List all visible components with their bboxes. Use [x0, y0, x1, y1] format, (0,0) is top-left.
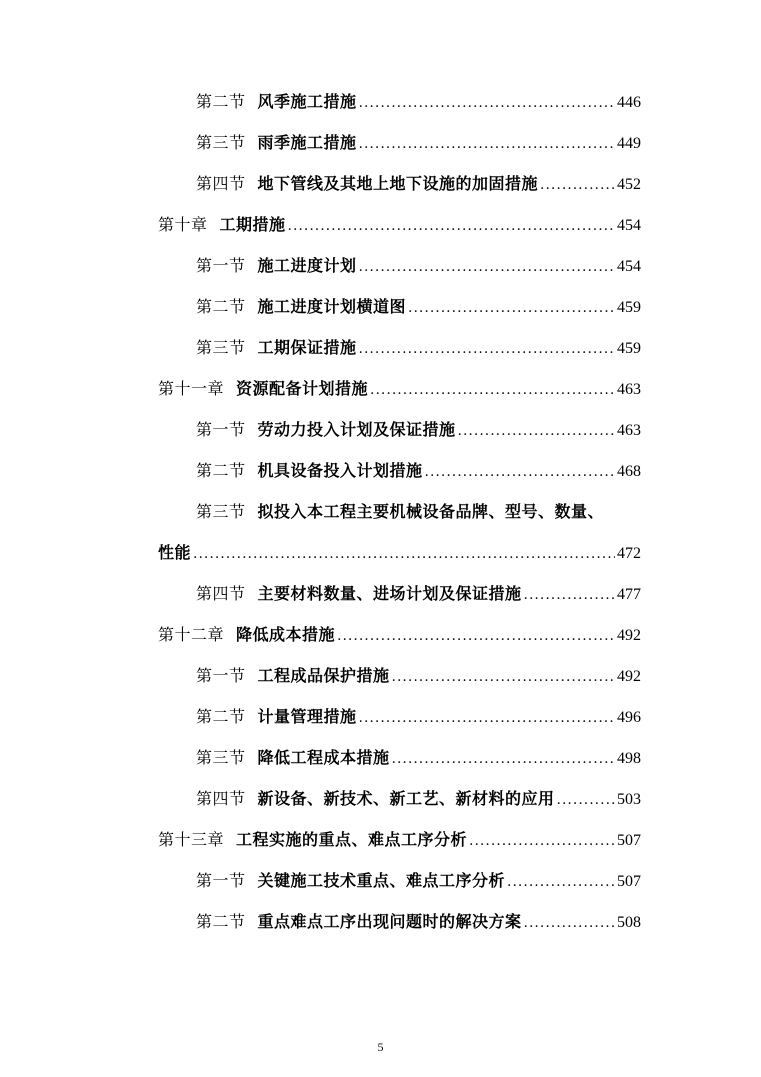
toc-leader-dots	[507, 868, 615, 896]
toc-entry-title-continuation: 性能	[158, 543, 192, 562]
toc-leader-dots	[540, 171, 615, 199]
toc-leader-dots	[370, 376, 615, 404]
toc-entry-page: 507	[617, 832, 641, 849]
toc-leader-dots	[359, 253, 615, 281]
toc-leader-dots	[359, 89, 615, 117]
toc-leader-dots	[524, 909, 615, 937]
toc-leader-dots	[408, 294, 615, 322]
toc-entry-title: 施工进度计划	[257, 256, 357, 275]
toc-entry-label: 第十三章	[158, 830, 225, 849]
toc-entry-title: 关键施工技术重点、难点工序分析	[257, 871, 506, 890]
toc-entry[interactable]	[196, 416, 641, 444]
toc-entry-label: 第三节	[196, 338, 246, 357]
toc-entry-title: 风季施工措施	[257, 92, 357, 111]
toc-leader-dots	[557, 786, 615, 814]
toc-entry-label: 第三节	[196, 502, 246, 521]
toc-entry-page: 492	[617, 668, 641, 685]
toc-entry-page: 463	[617, 381, 641, 398]
toc-entry-title: 机具设备投入计划措施	[257, 461, 423, 480]
toc-entry-title: 新设备、新技术、新工艺、新材料的应用	[257, 789, 555, 808]
toc-leader-dots	[458, 417, 615, 445]
toc-entry-title: 工期保证措施	[257, 338, 357, 357]
toc-entry-title: 降低工程成本措施	[257, 748, 390, 767]
toc-entry[interactable]	[196, 580, 641, 608]
toc-leader-dots	[392, 663, 615, 691]
toc-entry-label: 第一节	[196, 666, 246, 685]
toc-entry-label: 第二节	[196, 92, 246, 111]
toc-entry-wrapped-first-line[interactable]	[196, 498, 641, 526]
toc-leader-dots	[193, 540, 615, 568]
toc-entry-page: 507	[617, 873, 641, 890]
toc-entry-title: 拟投入本工程主要机械设备品牌、型号、数量、	[257, 502, 605, 521]
toc-entry[interactable]	[196, 908, 641, 936]
toc-chapter-entry[interactable]	[158, 211, 641, 239]
toc-entry[interactable]	[196, 129, 641, 157]
toc-entry[interactable]	[196, 170, 641, 198]
toc-leader-dots	[524, 581, 615, 609]
toc-entry-title: 计量管理措施	[257, 707, 357, 726]
toc-entry-title: 重点难点工序出现问题时的解决方案	[257, 912, 522, 931]
toc-entry-label: 第四节	[196, 174, 246, 193]
toc-leader-dots	[337, 622, 615, 650]
toc-entry-title: 降低成本措施	[236, 625, 336, 644]
toc-entry-title: 资源配备计划措施	[236, 379, 369, 398]
toc-entry-wrapped-second-line[interactable]	[158, 539, 641, 567]
toc-entry-page: 454	[617, 217, 641, 234]
toc-entry-title: 工程实施的重点、难点工序分析	[236, 830, 468, 849]
toc-entry-label: 第四节	[196, 789, 246, 808]
toc-entry-page: 508	[617, 914, 641, 931]
toc-entry-page: 449	[617, 135, 641, 152]
toc-entry-label: 第二节	[196, 707, 246, 726]
toc-entry-label: 第十一章	[158, 379, 225, 398]
toc-leader-dots	[359, 704, 615, 732]
toc-entry-label: 第一节	[196, 871, 246, 890]
toc-entry[interactable]	[196, 293, 641, 321]
toc-entry[interactable]	[196, 334, 641, 362]
toc-entry-page: 496	[617, 709, 641, 726]
toc-entry-page: 454	[617, 258, 641, 275]
toc-chapter-entry[interactable]	[158, 826, 641, 854]
toc-entry-page: 468	[617, 463, 641, 480]
toc-entry-label: 第二节	[196, 461, 246, 480]
toc-entry-title: 雨季施工措施	[257, 133, 357, 152]
toc-entry-label: 第四节	[196, 584, 246, 603]
toc-entry-page: 446	[617, 94, 641, 111]
toc-entry[interactable]	[196, 252, 641, 280]
toc-entry-title: 工期措施	[219, 215, 286, 234]
toc-entry-title: 主要材料数量、进场计划及保证措施	[257, 584, 522, 603]
toc-entry-page: 472	[617, 545, 641, 562]
toc-entry-page: 477	[617, 586, 641, 603]
toc-entry-title: 施工进度计划横道图	[257, 297, 407, 316]
toc-entry-label: 第十二章	[158, 625, 225, 644]
toc-entry-title: 劳动力投入计划及保证措施	[257, 420, 456, 439]
toc-entry-label: 第二节	[196, 297, 246, 316]
toc-entry-label: 第三节	[196, 133, 246, 152]
toc-entry-page: 503	[617, 791, 641, 808]
toc-entry-page: 498	[617, 750, 641, 767]
toc-entry-title: 工程成品保护措施	[257, 666, 390, 685]
toc-leader-dots	[392, 745, 615, 773]
toc-entry[interactable]	[196, 703, 641, 731]
toc-chapter-entry[interactable]	[158, 375, 641, 403]
toc-entry-title: 地下管线及其地上地下设施的加固措施	[257, 174, 539, 193]
toc-entry-label: 第一节	[196, 256, 246, 275]
toc-leader-dots	[425, 458, 615, 486]
toc-leader-dots	[288, 212, 615, 240]
toc-entry-label: 第二节	[196, 912, 246, 931]
toc-leader-dots	[359, 130, 615, 158]
toc-entry[interactable]	[196, 457, 641, 485]
toc-entry-label: 第三节	[196, 748, 246, 767]
toc-entry[interactable]	[196, 662, 641, 690]
toc-entry[interactable]	[196, 744, 641, 772]
toc-entry-label: 第十章	[158, 215, 208, 234]
toc-entry-page: 463	[617, 422, 641, 439]
toc-leader-dots	[469, 827, 615, 855]
page-number-footer: 5	[377, 1040, 384, 1054]
toc-leader-dots	[359, 335, 615, 363]
toc-entry[interactable]	[196, 88, 641, 116]
toc-entry-page: 459	[617, 299, 641, 316]
toc-entry-page: 452	[617, 176, 641, 193]
toc-chapter-entry[interactable]	[158, 621, 641, 649]
toc-entry-page: 459	[617, 340, 641, 357]
toc-entry[interactable]	[196, 785, 641, 813]
toc-entry-label: 第一节	[196, 420, 246, 439]
toc-entry[interactable]	[196, 867, 641, 895]
toc-entry-page: 492	[617, 627, 641, 644]
